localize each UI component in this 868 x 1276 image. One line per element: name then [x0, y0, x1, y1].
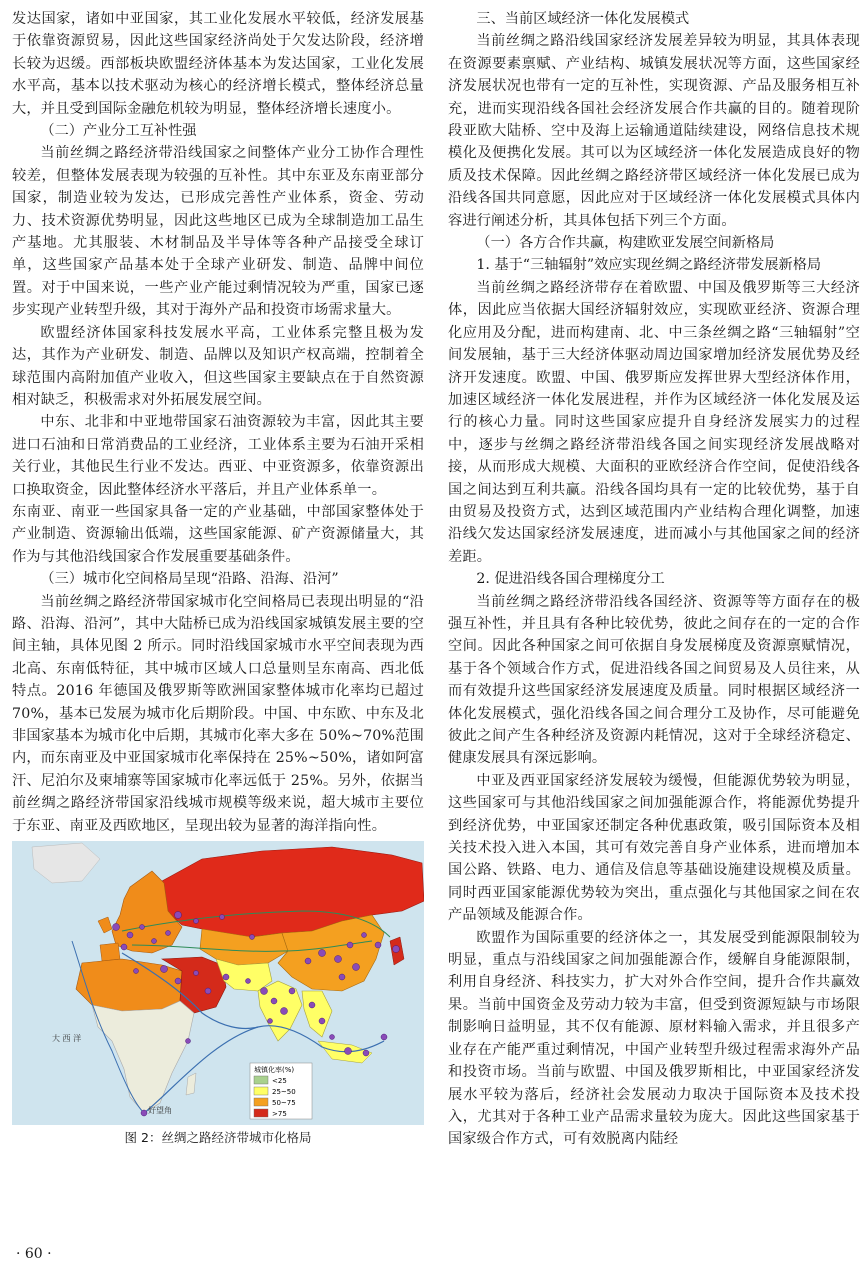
city-marker: [363, 1050, 369, 1056]
figure-caption: 图 2：丝绸之路经济带城市化格局: [124, 1130, 312, 1146]
city-marker: [194, 919, 199, 924]
figure: [12, 841, 424, 1156]
legend-label: 25~50: [272, 1088, 296, 1097]
city-marker: [205, 988, 211, 994]
paragraph: 当前丝绸之路经济带国家城市化空间格局已表现出明显的“沿路、沿海、沿河”，其中大陆桥已成为沿线国家城镇发展主要的空间主轴，具体见图 2 所示。同时沿线国家城市水平空间表现为西北高、东南低特征，其中城市区域人口总量则呈东南高、西北低特点。2016 年德国及俄罗斯等欧洲国家整体城市化率均已超过 70%，基本已发展为城市化后期阶段。中国、中东欧、中东及北非国家基本为城市化中后期，其城市化率大多在 50%~70%范围内，而东南亚及中亚国家城市化率保持在 25%~50%，诸如阿富汗、尼泊尔及柬埔寨等国家城市化率远低于 25%。另外，依据当前丝绸之路经济带国家沿线城市规模等级来说，超大城市主要位于东亚、南亚及西欧地区，呈现出较为显著的海洋指向性。: [12, 593, 424, 834]
city-marker: [362, 933, 367, 938]
city-marker: [161, 966, 168, 973]
city-marker: [141, 1110, 147, 1116]
city-marker: [194, 971, 199, 976]
legend-swatch: [254, 1109, 268, 1117]
paragraph: 发达国家，诸如中亚国家，其工业化发展水平较低，经济发展基于依靠资源贸易，因此这些国家经济尚处于欠发达阶段，经济增长较为迟缓。西部板块欧盟经济体基本为发达国家，工业化发展水平高，基本以技术驱动为核心的经济增长模式，整体经济总量大，并且受到国际金融危机较为明显，整体经济增长速度小。: [12, 11, 424, 117]
city-marker: [375, 942, 381, 948]
city-marker: [281, 1008, 288, 1015]
legend-label: 50~75: [272, 1099, 296, 1108]
city-marker: [127, 932, 133, 938]
city-marker: [121, 944, 127, 950]
paragraph: 欧盟经济体国家科技发展水平高，工业体系完整且极为发达，其作为产业研发、制造、品牌以及知识产权高端，控制着全球范围内高附加值产业收入，但这些国家主要缺点在于自然资源相对缺乏，积极需求对外拓展发展空间。: [12, 324, 424, 408]
city-marker: [175, 912, 182, 919]
legend-swatch: [254, 1087, 268, 1095]
section-heading: 三、当前区域经济一体化发展模式: [476, 11, 690, 27]
city-marker: [289, 988, 295, 994]
cape-of-good-hope-label: 好望角: [148, 1106, 172, 1116]
paragraph: 中亚及西亚国家经济发展较为缓慢，但能源优势较为明显，这些国家可与其他沿线国家之间加强能源合作，将能源优势提升到经济优势，中亚国家还制定各种优惠政策，吸引国际资本及相关技术投入进入本国，其可有效完善自身产业体系，进而增加本国公路、铁路、电力、通信及信息等基础设施建设规模及质量。同时西亚国家能源优势较为突出，重点强化与其他国家之间在农产品领域及能源合作。: [448, 772, 860, 924]
city-marker: [319, 1018, 325, 1024]
left-column: [12, 8, 424, 1156]
paragraph: 东南亚、南亚一些国家具备一定的产业基础，中部国家整体处于产业制造、资源输出低端，这些国家能源、矿产资源储量大，其作为与其他沿线国家合作发展重要基础条件。: [12, 503, 424, 565]
city-marker: [113, 924, 120, 931]
city-marker: [305, 958, 311, 964]
city-marker: [339, 974, 345, 980]
iberia-shape: [100, 943, 120, 961]
section-heading: （一）各方合作共赢，构建欧亚发展空间新格局: [476, 235, 775, 252]
city-marker: [345, 1048, 352, 1055]
section-heading: （二）产业分工互补性强: [40, 123, 197, 140]
city-marker: [223, 974, 229, 980]
paragraph: 当前丝绸之路经济带沿线国家之间整体产业分工协作合理性较差，但整体发展表现为较强的互补性。其中东亚及东南亚部分国家，制造业较为发达，已形成完善性产业体系，资金、劳动力、技术资源优势明显，因此这些地区已成为全球制造加工品生产基地。尤其服装、木材制品及半导体等各种产品接受全球订单，这些国家产品基本处于全球产业研发、制造、品牌中间位置。对于中国来说，一些产业产能过剩情况较为严重，国家已逐步实现产业转型升级，其对于海外产品和投资市场需求量大。: [12, 145, 424, 319]
city-marker: [175, 978, 181, 984]
city-marker: [319, 950, 326, 957]
subsection-heading: 2. 促进沿线各国合理梯度分工: [476, 571, 665, 588]
right-column: [448, 8, 860, 1151]
subsection-heading: 1. 基于“三轴辐射”效应实现丝绸之路经济带发展新格局: [476, 257, 822, 274]
city-marker: [330, 1035, 335, 1040]
city-marker: [186, 1039, 191, 1044]
city-marker: [381, 1034, 387, 1040]
city-marker: [152, 939, 157, 944]
section-heading: （三）城市化空间格局呈现“沿路、沿海、沿河”: [40, 571, 339, 588]
city-marker: [250, 935, 255, 940]
city-marker: [261, 988, 268, 995]
paragraph: 当前丝绸之路经济带沿线各国经济、资源等等方面存在的极强互补性，并且具有各种比较优势，彼此之间存在的一定的合作空间。因此各种国家之间可依据自身发展梯度及资源禀赋情况，基于各个领域合作方式，促进沿线各国之间贸易及人员往来，从而有效提升这些国家经济发展速度及质量。同时根据区域经济一体化发展模式，强化沿线各国之间合理分工及协作，尽可能避免彼此之间产生各种经济及资源内耗情况，这对于全球经济稳定、健康发展具有深远影响。: [448, 593, 860, 767]
legend-title: 城镇化率(%): [254, 1066, 295, 1075]
city-marker: [268, 1019, 273, 1024]
legend-label: <25: [272, 1077, 287, 1086]
city-marker: [246, 979, 251, 984]
page-number: · 60 ·: [16, 1246, 52, 1262]
legend-swatch: [254, 1098, 268, 1106]
city-marker: [166, 931, 171, 936]
atlantic-ocean-label: 大 西 洋: [52, 1034, 82, 1044]
urbanization-map: [12, 841, 424, 1125]
paragraph: 当前丝绸之路经济带存在着欧盟、中国及俄罗斯等三大经济体，因此应当依据大国经济辐射效应，实现欧亚经济、资源合理化应用及分配，进而构建南、北、中三条丝绸之路“三轴辐射”空间发展轴，基于三大经济体驱动周边国家增加经济发展优势及经济开发速度。欧盟、中国、俄罗斯应发挥世界大型经济体作用，加速区域经济一体化发展进程，并作为区域经济一体化发展及运行的核心力量。同时这些国家应提升自身经济发展实力的过程中，逐步与丝绸之路经济带沿线各国之间实现经济发展战略对接，从而形成大规模、大面积的亚欧经济合作空间，促使沿线各国之间达到互利共赢。沿线各国均具有一定的比较优势，基于自由贸易及投资方式，达到区域范围内产业结构合理化调整，加速沿线欠发达国家经济发展速度，进而减小与其他国家之间的经济差距。: [448, 279, 860, 565]
city-marker: [309, 1002, 315, 1008]
paragraph: 中东、北非和中亚地带国家石油资源较为丰富，因此其主要进口石油和日常消费品的工业经济，工业体系主要为石油开采相关行业，其他民生行业不发达。西亚、中亚资源多，依靠资源出口换取资金，因此整体经济水平落后，并且产业体系单一。: [12, 414, 424, 498]
legend-label: >75: [272, 1110, 287, 1119]
city-marker: [393, 946, 400, 953]
city-marker: [353, 964, 360, 971]
paragraph: 当前丝绸之路沿线国家经济发展差异较为明显，其具体表现在资源要素禀赋、产业结构、城镇发展状况等方面，这些国家经济发展状况也带有一定的互补性，实现资源、产品及服务相互补充，进而实现沿线各国社会经济发展合作共赢的目的。随着现阶段亚欧大陆桥、空中及海上运输通道陆续建设，网络信息技术规模化及便携化发展。其可以为区域经济一体化发展造成良好的物质及技术保障。因此丝绸之路经济带区域经济一体化发展已成为沿线各国共同意愿，因此应对于区域经济一体化发展模式具体内容进行阐述分析，其具体包括下列三个方面。: [448, 33, 860, 229]
paragraph: 欧盟作为国际重要的经济体之一，其发展受到能源限制较为明显，重点与沿线国家之间加强能源合作，缓解自身能源限制，利用自身经济、科技实力，扩大对外合作空间，提升合作共赢效果。当前中国资金及劳动力较为丰富，但受到资源短缺与市场限制影响日益明显，其不仅有能源、原材料输入需求，并且很多产业存在产能严重过剩情况，中国产业转型升级过程需求海外产品和投资市场。当前与欧盟、中国及俄罗斯相比，中亚国家经济发展水平较为落后，经济社会发展动力取决于国际资本及技术投入，尤其对于各种工业产品需求量较为庞大。因此这些国家基于国家级合作方式，可有效脱离内陆经: [448, 929, 860, 1148]
city-marker: [140, 925, 145, 930]
city-marker: [134, 969, 139, 974]
legend-swatch: [254, 1076, 268, 1084]
city-marker: [335, 956, 342, 963]
city-marker: [347, 942, 353, 948]
map-legend: [250, 1063, 312, 1119]
city-marker: [271, 998, 277, 1004]
city-marker: [220, 915, 225, 920]
